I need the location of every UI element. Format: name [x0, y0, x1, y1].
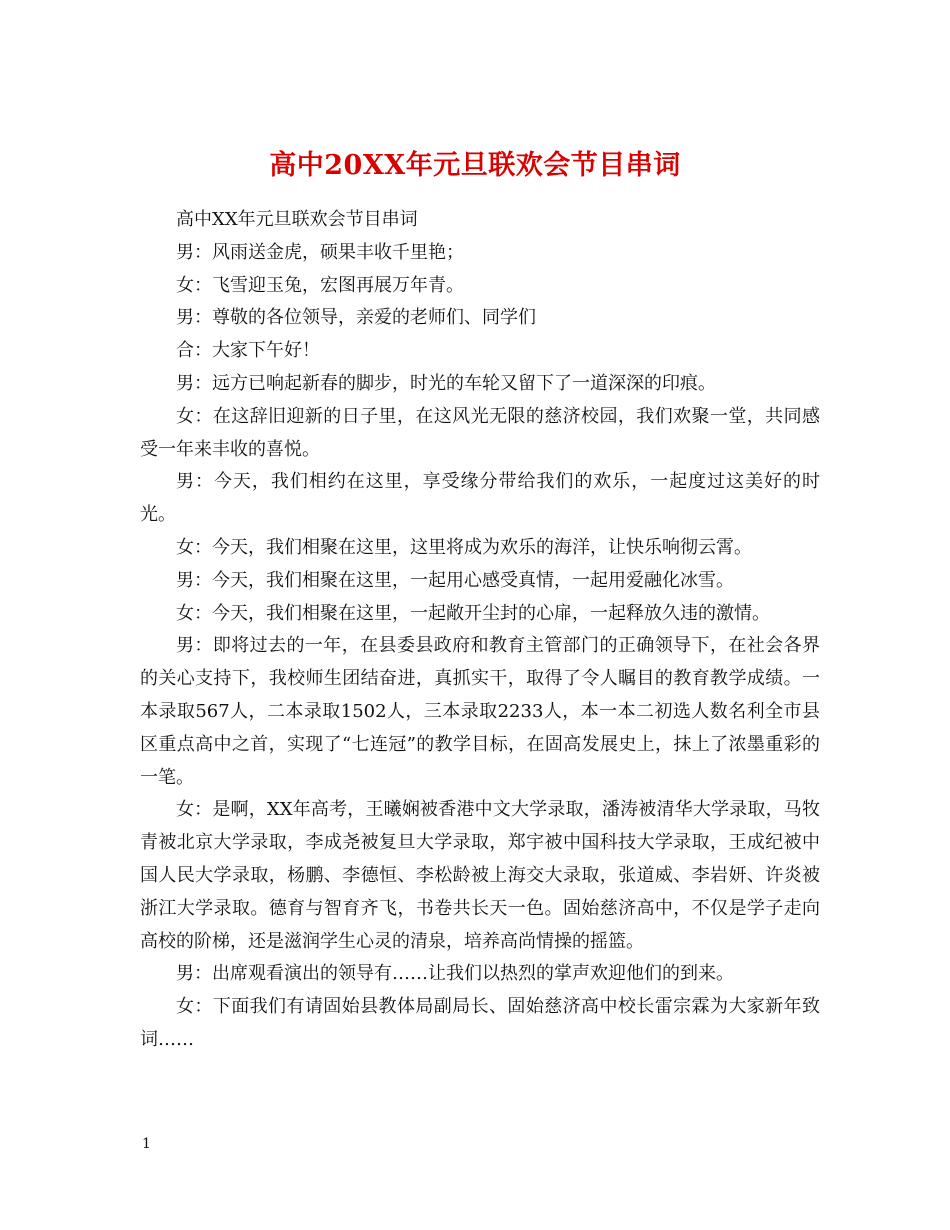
paragraph: 高中XX年元旦联欢会节目串词: [176, 209, 418, 230]
paragraph: 女：今天，我们相聚在这里，这里将成为欢乐的海洋，让快乐响彻云霄。: [176, 536, 752, 558]
paragraph: 合：大家下午好！: [176, 340, 320, 362]
paragraph: 男：即将过去的一年，在县委县政府和教育主管部门的正确领导下，在社会各界的关心支持下，我校师生团结奋进，真抓实干，取得了令人瞩目的教育教学成绩。一本录取567人，二本录取1502人，三本录取2233人，本一本二初选人数名利全市县区重点高中之首，实现了“七连冠”的教学目标，在固高发展史上，抹上了浓墨重彩的一笔。: [140, 635, 820, 788]
paragraph: 女：今天，我们相聚在这里，一起敞开尘封的心扉，一起释放久违的激情。: [176, 602, 770, 624]
paragraph: 女：在这辞旧迎新的日子里，在这风光无限的慈济校园，我们欢聚一堂，共同感受一年来丰收的喜悦。: [140, 405, 820, 460]
paragraph: 女：飞雪迎玉兔，宏图再展万年青。: [176, 274, 464, 296]
paragraph: 女：下面我们有请固始县教体局副局长、固始慈济高中校长雷宗霖为大家新年致词……: [140, 996, 820, 1050]
paragraph: 男：今天，我们相聚在这里，一起用心感受真情，一起用爱融化冰雪。: [176, 569, 734, 591]
paragraph: 男：今天，我们相约在这里，享受缘分带给我们的欢乐，一起度过这美好的时光。: [140, 471, 820, 526]
paragraph: 女：是啊，XX年高考，王曦娴被香港中文大学录取，潘涛被清华大学录取，马牧青被北京大学录取，李成尧被复旦大学录取，郑宇被中国科技大学录取，王成纪被中国人民大学录取，杨鹏、李德恒、李松龄被上海交大录取，张道威、李岩妍、许炎被浙江大学录取。德育与智育齐飞，书卷共长天一色。固始慈济高中，不仅是学子走向高校的阶梯，还是滋润学生心灵的清泉，培养高尚情操的摇篮。: [140, 799, 820, 952]
paragraph: 男：远方已响起新春的脚步，时光的车轮又留下了一道深深的印痕。: [176, 372, 716, 394]
page-number: 1: [142, 1136, 151, 1152]
document-body: [140, 204, 820, 1057]
paragraph: 男：风雨送金虎，硕果丰收千里艳；: [176, 241, 464, 263]
document-title: 高中20XX年元旦联欢会节目串词: [269, 150, 681, 182]
paragraph: 男：出席观看演出的领导有……让我们以热烈的掌声欢迎他们的到来。: [176, 963, 734, 985]
paragraph: 男：尊敬的各位领导，亲爱的老师们、同学们: [176, 307, 536, 329]
